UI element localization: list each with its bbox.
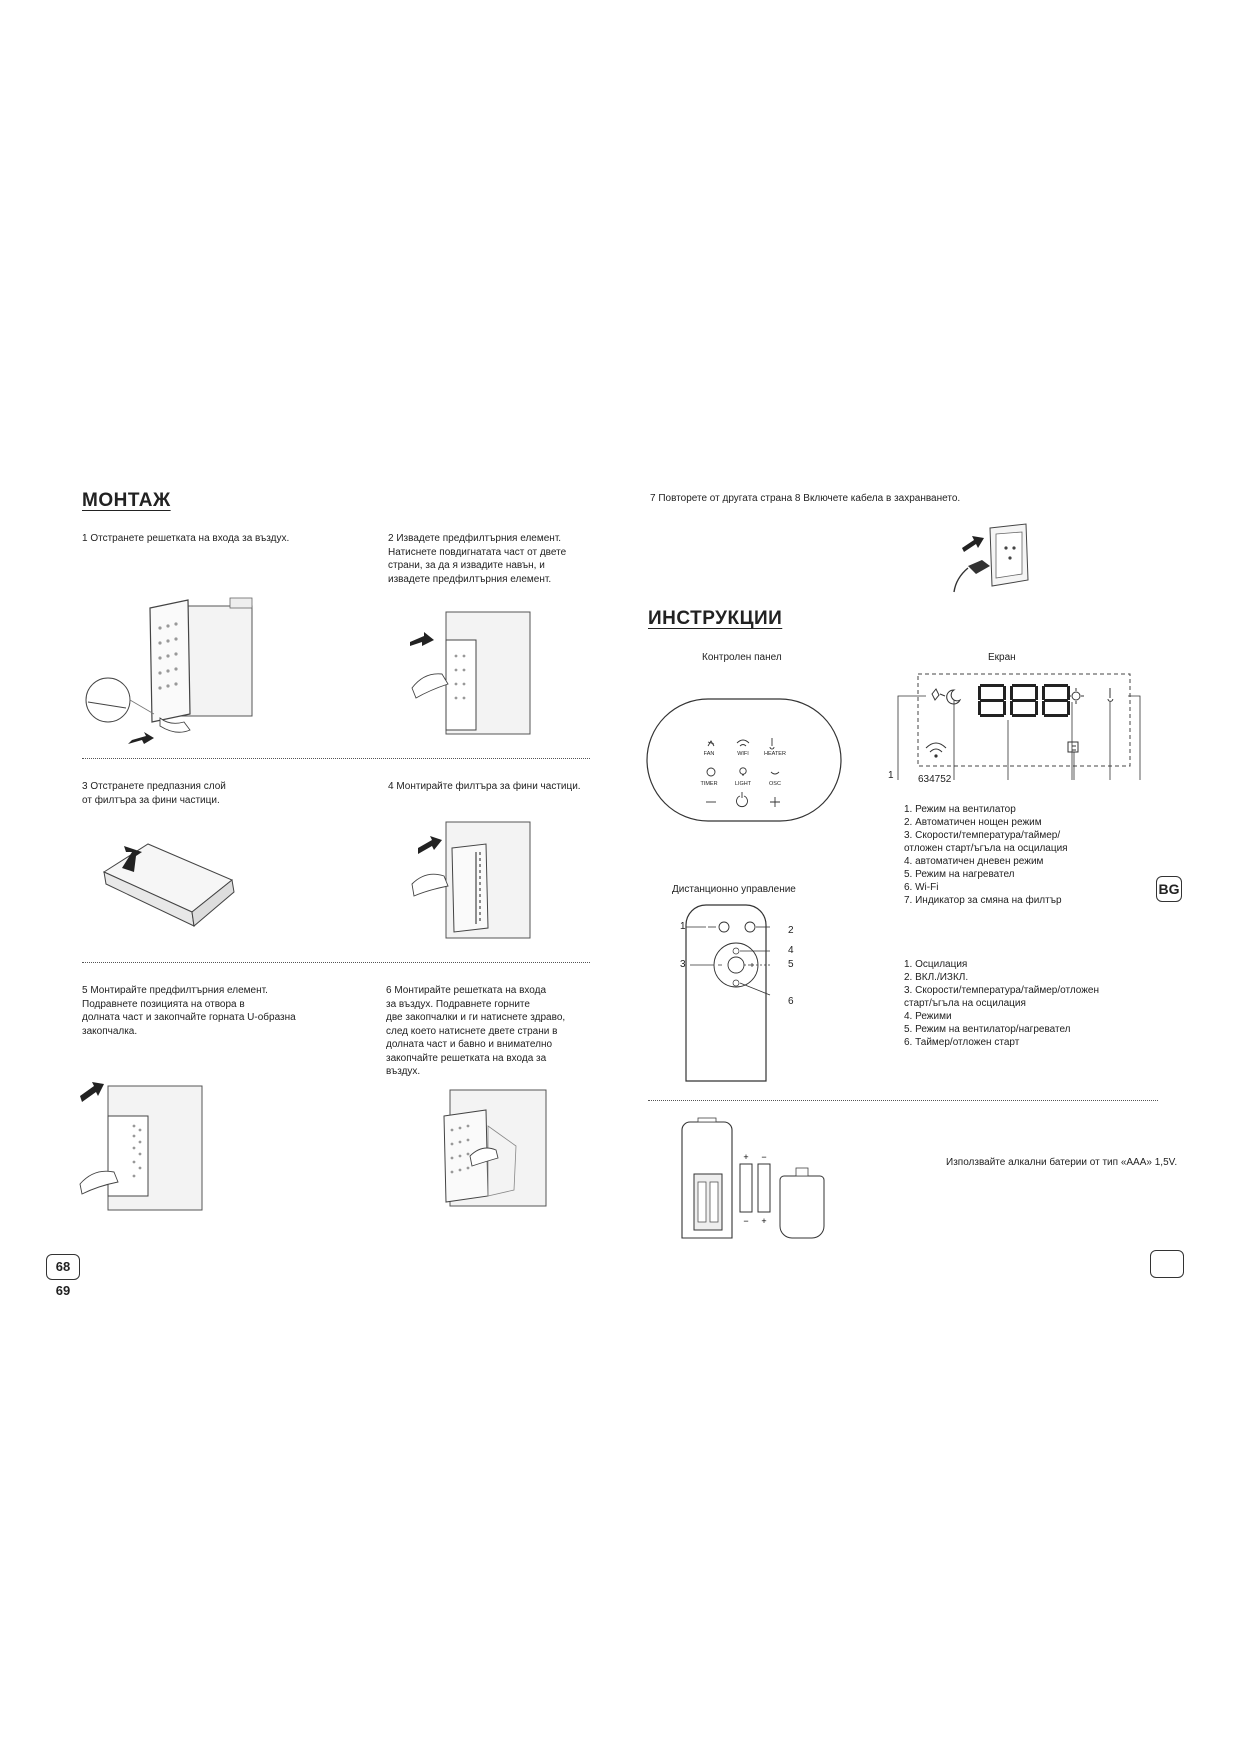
plug-illustration [950, 524, 1040, 594]
control-panel-label: Контролен панел [702, 652, 782, 663]
battery-illustration [680, 1114, 850, 1244]
panel-label-osc[interactable]: OSC [769, 781, 781, 787]
svg-text:−: − [761, 1152, 767, 1162]
remote-control [680, 905, 804, 1085]
step-6-text: 6 Монтирайте решетката на входа за въздух. Подравнете горните две закопчалки и ги натиснете здраво, след което натиснете двете страни в долната част и бавно и внимателно закопчайте решетката на входа за въздух. [386, 985, 566, 1077]
remote-callout-5: 5 [788, 959, 794, 970]
screen-callout-numbers: 634752 [918, 774, 952, 785]
panel-label-fan[interactable]: FAN [703, 751, 715, 757]
step-1-text: 1 Отстранете решетката на входа за въздух. [82, 533, 290, 544]
step-4-illustration [408, 818, 538, 942]
remote-callout-2: 2 [788, 925, 794, 936]
battery-note: Използвайте алкални батерии от тип «AAA» 1,5V. [946, 1157, 1178, 1168]
step-6-illustration [428, 1086, 548, 1210]
remote-callout-6: 6 [788, 996, 794, 1007]
step-2-illustration [408, 608, 538, 738]
remote-callout-3: 3 [680, 959, 686, 970]
assembly-title: МОНТАЖ [82, 490, 171, 511]
remote-label: Дистанционно управление [672, 884, 796, 895]
language-badge: BG [1156, 876, 1182, 902]
remote-callout-1: 1 [680, 921, 686, 932]
panel-label-wifi[interactable]: WIFI [737, 751, 749, 757]
page-number-badge: 68 69 [46, 1254, 80, 1280]
screen-callout-1: 1 [888, 770, 894, 781]
svg-text:−: − [743, 1216, 749, 1226]
display-diagram [896, 672, 1146, 782]
panel-label-timer[interactable]: TIMER [700, 781, 718, 787]
step-5-text: 5 Монтирайте предфилтърния елемент. Подравнете позицията на отвора в долната част и закопчайте горната U-образна закопчалка. [82, 985, 296, 1037]
divider [82, 962, 590, 963]
step-1-illustration [80, 598, 270, 748]
step-5-illustration [78, 1078, 208, 1212]
svg-text:+: + [743, 1152, 749, 1162]
screen-label: Екран [988, 652, 1016, 663]
step-4-text: 4 Монтирайте филтъра за фини частици. [388, 781, 581, 792]
remote-legend-list: 1. Осцилация 2. ВКЛ./ИЗКЛ. 3. Скорости/температура/таймер/отложен старт/ъгъла на осцилация 4. Режими 5. Режим на вентилатор/нагревател 6. Таймер/отложен старт [904, 959, 1099, 1048]
remote-callout-4: 4 [788, 945, 794, 956]
panel-label-light[interactable]: LIGHT [734, 781, 752, 787]
svg-text:+: + [761, 1216, 767, 1226]
divider [82, 758, 590, 759]
step-3-illustration [98, 840, 238, 940]
instructions-title: ИНСТРУКЦИИ [648, 608, 783, 629]
screen-legend-list: 1. Режим на вентилатор 2. Автоматичен нощен режим 3. Скорости/температура/таймер/ отложен старт/ъгъла на осцилация 4. автоматичен дневен режим 5. Режим на нагревател 6. Wi-Fi 7. Индикатор за смяна на филтър [904, 804, 1068, 906]
step-7-8-text: 7 Повторете от другата страна 8 Включете кабела в захранването. [650, 493, 961, 504]
right-page-badge [1150, 1250, 1184, 1278]
step-2-text: 2 Извадете предфилтърния елемент. Натиснете повдигнатата част от двете страни, за да я извадите навън, и извадете предфилтърния елемент. [388, 533, 567, 585]
step-3-text: 3 Отстранете предпазния слой от филтъра за фини частици. [82, 781, 226, 806]
control-panel [646, 698, 842, 822]
divider [648, 1100, 1158, 1101]
panel-label-heater[interactable]: HEATER [764, 751, 786, 757]
